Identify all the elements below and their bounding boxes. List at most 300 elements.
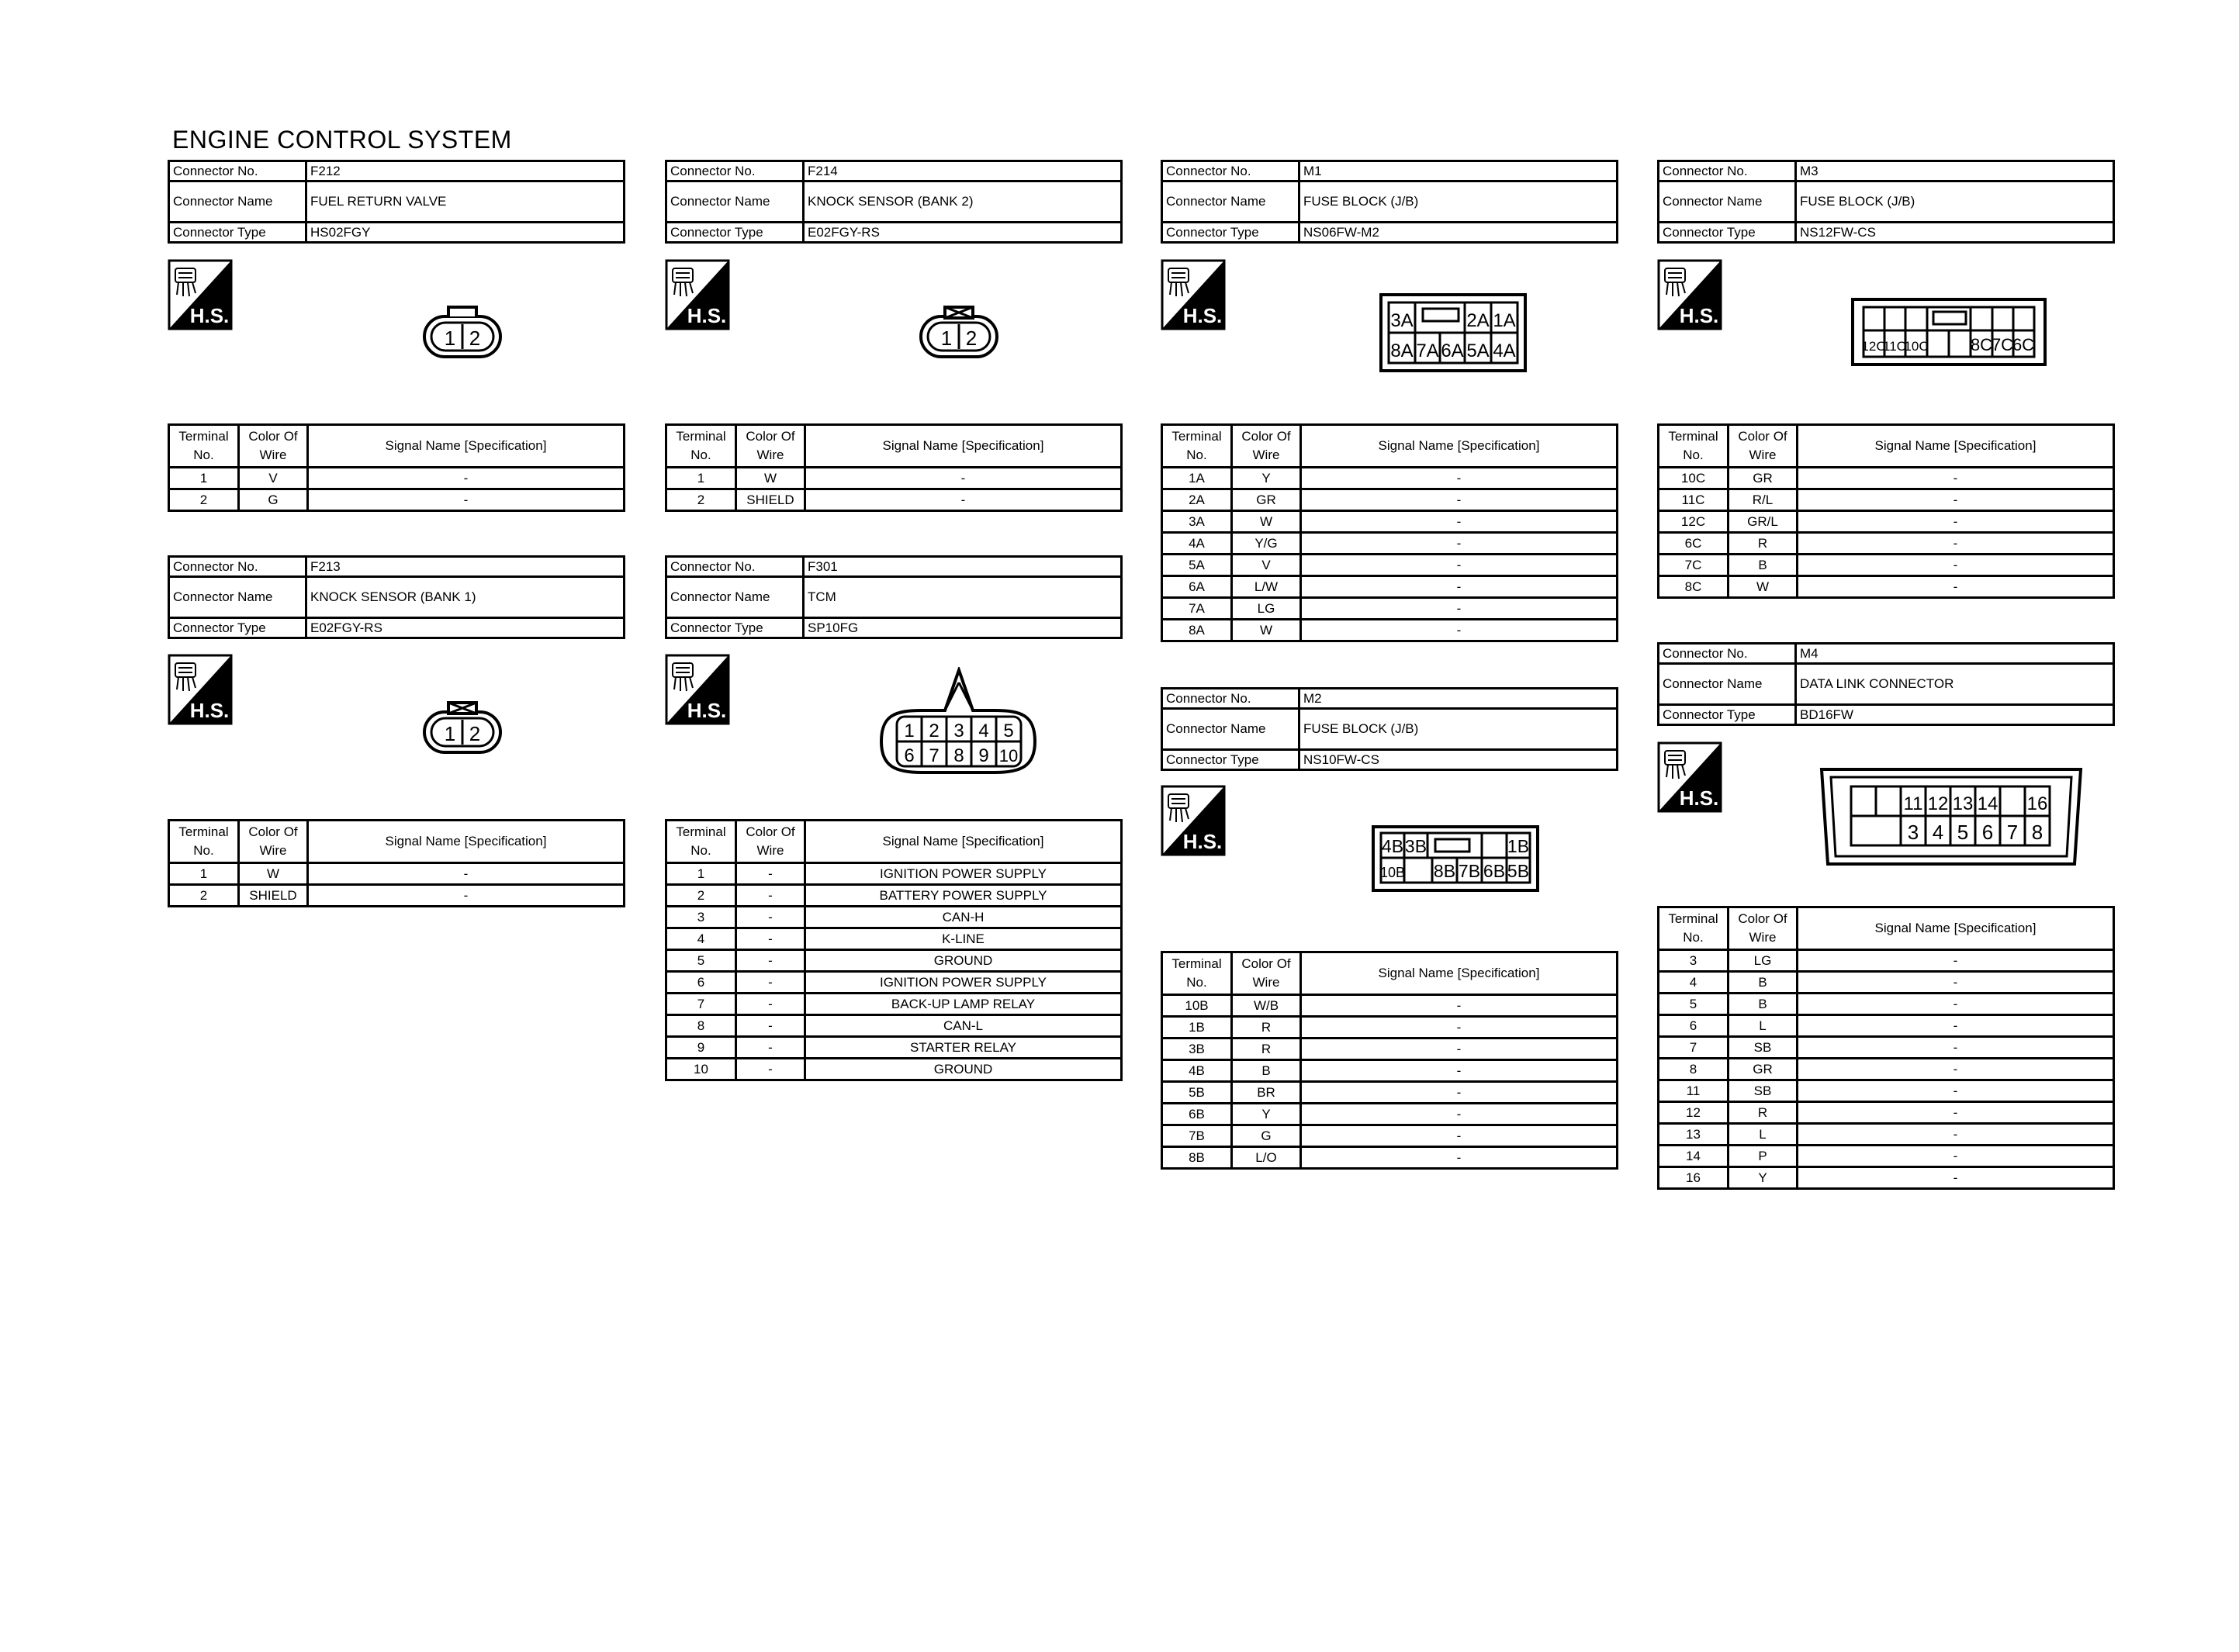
wire-color-cell: R/L: [1729, 489, 1798, 511]
header-text: No.: [1683, 930, 1704, 945]
wire-color-cell: W: [736, 468, 805, 489]
pin-label: 10: [998, 746, 1019, 766]
signal-name-cell: BACK-UP LAMP RELAY: [805, 994, 1122, 1015]
connector-no-value: M3: [1796, 161, 2114, 181]
terminal-table-m1: [1161, 423, 1618, 642]
signal-name-cell: -: [1798, 489, 2114, 511]
connector-type-value: NS12FW-CS: [1796, 223, 2114, 243]
table-row: [1659, 1124, 2114, 1146]
terminal-no-cell: 2A: [1162, 489, 1232, 511]
connector-name-row: [666, 577, 1122, 618]
terminal-no-cell: 4A: [1162, 533, 1232, 555]
header-text: Color Of: [248, 824, 298, 839]
header-text: Terminal: [178, 824, 229, 839]
connector-type-row: [1162, 223, 1618, 243]
table-row: [1162, 576, 1618, 598]
terminal-no-header: [169, 821, 239, 863]
harness-side-icon: [1657, 741, 1722, 813]
table-header: [666, 821, 1122, 863]
connector-face-f214: [919, 304, 999, 360]
connector-type-label: Connector Type: [1162, 750, 1299, 770]
connector-face-m1: [1378, 292, 1528, 374]
pin-label: 5A: [1466, 340, 1490, 361]
connector-type-row: [666, 618, 1122, 638]
connector-no-row: [1162, 689, 1618, 709]
signal-name-header: Signal Name [Specification]: [805, 821, 1122, 863]
pin-label: 1B: [1507, 836, 1530, 856]
header-text: No.: [690, 448, 711, 462]
header-text: Terminal: [676, 429, 726, 444]
connector-no-label: Connector No.: [1659, 161, 1796, 181]
pin-label: 12C: [1861, 339, 1886, 354]
wire-color-header: [1232, 952, 1301, 995]
header-text: No.: [193, 448, 214, 462]
wire-color-cell: LG: [1232, 598, 1301, 620]
wire-color-cell: -: [736, 1059, 805, 1080]
connector-no-label: Connector No.: [169, 161, 306, 181]
pin-label: 8B: [1433, 861, 1456, 881]
terminal-no-cell: 3A: [1162, 511, 1232, 533]
wire-color-cell: GR: [1729, 1059, 1798, 1080]
connector-no-value: F301: [804, 557, 1122, 577]
connector-name-label: Connector Name: [1162, 181, 1299, 223]
signal-name-header: Signal Name [Specification]: [1798, 425, 2114, 468]
terminal-table-f213: [168, 819, 625, 907]
wire-color-cell: W: [1232, 511, 1301, 533]
connector-name-label: Connector Name: [169, 181, 306, 223]
terminal-table-m3: [1657, 423, 2115, 599]
table-row: [1659, 972, 2114, 994]
terminal-no-cell: 5: [1659, 994, 1729, 1015]
terminal-no-cell: 16: [1659, 1167, 1729, 1189]
wire-color-cell: Y: [1729, 1167, 1798, 1189]
wire-color-cell: B: [1232, 1060, 1301, 1082]
table-row: [1659, 1102, 2114, 1124]
signal-name-header: Signal Name [Specification]: [308, 821, 625, 863]
terminal-no-cell: 1B: [1162, 1017, 1232, 1039]
wire-color-cell: L: [1729, 1124, 1798, 1146]
connector-name-row: [1162, 709, 1618, 750]
connector-name-label: Connector Name: [1659, 181, 1796, 223]
connector-name-value: FUSE BLOCK (J/B): [1299, 709, 1618, 750]
pin-label: 12: [1927, 793, 1949, 814]
signal-name-cell: -: [1301, 1060, 1618, 1082]
wire-color-cell: Y/G: [1232, 533, 1301, 555]
connector-face-f213: [422, 700, 503, 755]
wire-color-cell: LG: [1729, 950, 1798, 972]
wire-color-cell: R: [1729, 533, 1798, 555]
wire-color-cell: W/B: [1232, 995, 1301, 1017]
connector-name-row: [666, 181, 1122, 223]
header-text: Color Of: [1241, 429, 1291, 444]
signal-name-cell: -: [308, 489, 625, 511]
signal-name-cell: -: [805, 489, 1122, 511]
wire-color-cell: B: [1729, 555, 1798, 576]
header-text: Color Of: [1241, 956, 1291, 971]
signal-name-header: Signal Name [Specification]: [1301, 952, 1618, 995]
signal-name-cell: -: [1798, 1124, 2114, 1146]
wire-color-cell: SHIELD: [239, 885, 308, 907]
table-row: [666, 468, 1122, 489]
pin-label: 7: [929, 745, 940, 766]
wire-color-cell: V: [239, 468, 308, 489]
terminal-no-cell: 7: [666, 994, 736, 1015]
terminal-no-cell: 2: [666, 489, 736, 511]
terminal-no-cell: 5B: [1162, 1082, 1232, 1104]
table-row: [666, 994, 1122, 1015]
wire-color-cell: G: [239, 489, 308, 511]
table-header: [169, 425, 625, 468]
connector-info-m3: [1657, 160, 2115, 244]
header-text: Color Of: [746, 824, 795, 839]
header-text: No.: [1683, 448, 1704, 462]
connector-type-label: Connector Type: [169, 223, 306, 243]
table-row: [666, 1015, 1122, 1037]
connector-name-value: TCM: [804, 577, 1122, 618]
connector-face-m4: [1815, 766, 2087, 867]
wire-color-cell: R: [1232, 1039, 1301, 1060]
table-row: [1162, 555, 1618, 576]
connector-type-row: [1659, 223, 2114, 243]
connector-no-label: Connector No.: [666, 557, 804, 577]
connector-face-f212: [422, 304, 503, 360]
wire-color-cell: L/W: [1232, 576, 1301, 598]
pin-label: 8C: [1970, 335, 1993, 354]
terminal-no-cell: 10C: [1659, 468, 1729, 489]
connector-no-row: [169, 161, 625, 181]
terminal-no-cell: 11C: [1659, 489, 1729, 511]
signal-name-cell: -: [1798, 950, 2114, 972]
signal-name-header: Signal Name [Specification]: [805, 425, 1122, 468]
wire-color-header: [1232, 425, 1301, 468]
signal-name-cell: -: [1798, 972, 2114, 994]
signal-name-cell: -: [1798, 576, 2114, 598]
connector-info-f212: [168, 160, 625, 244]
header-text: No.: [1186, 448, 1207, 462]
pin-label: 6A: [1441, 340, 1464, 361]
wire-color-cell: W: [239, 863, 308, 885]
header-text: Color Of: [746, 429, 795, 444]
signal-name-cell: -: [1301, 1017, 1618, 1039]
connector-type-value: E02FGY-RS: [804, 223, 1122, 243]
terminal-no-cell: 13: [1659, 1124, 1729, 1146]
connector-info-m2: [1161, 687, 1618, 771]
terminal-no-cell: 12: [1659, 1102, 1729, 1124]
terminal-no-cell: 7C: [1659, 555, 1729, 576]
pin-label: 6: [904, 745, 915, 766]
connector-info-f301: [665, 555, 1123, 639]
connector-name-label: Connector Name: [1659, 664, 1796, 705]
hs-label: H.S.: [1182, 830, 1223, 853]
table-row: [1659, 950, 2114, 972]
pin-label: 7A: [1416, 340, 1439, 361]
table-row: [1659, 1059, 2114, 1080]
header-text: No.: [1186, 975, 1207, 990]
wire-color-cell: -: [736, 863, 805, 885]
table-header: [1162, 952, 1618, 995]
header-text: Wire: [756, 843, 784, 858]
pin-label: 3B: [1404, 836, 1427, 856]
signal-name-cell: CAN-L: [805, 1015, 1122, 1037]
terminal-table-f212: [168, 423, 625, 512]
connector-type-value: NS06FW-M2: [1299, 223, 1618, 243]
connector-type-label: Connector Type: [1162, 223, 1299, 243]
pin-label: 10C: [1904, 339, 1929, 354]
wire-color-header: [239, 821, 308, 863]
wire-color-cell: W: [1729, 576, 1798, 598]
table-row: [1659, 489, 2114, 511]
table-row: [666, 489, 1122, 511]
table-row: [1659, 533, 2114, 555]
header-text: Color Of: [1738, 911, 1787, 926]
pin-label: 3: [953, 721, 964, 741]
table-header: [1659, 907, 2114, 950]
pin-label: 5B: [1507, 861, 1530, 881]
hs-label: H.S.: [1182, 304, 1223, 327]
hs-label: H.S.: [189, 304, 230, 327]
connector-face-m2: [1370, 824, 1541, 893]
table-header: [1162, 425, 1618, 468]
page-title: ENGINE CONTROL SYSTEM: [172, 126, 512, 154]
terminal-no-cell: 7A: [1162, 598, 1232, 620]
signal-name-cell: -: [1798, 511, 2114, 533]
connector-no-row: [666, 161, 1122, 181]
connector-type-row: [1659, 705, 2114, 725]
signal-name-cell: -: [1798, 994, 2114, 1015]
terminal-no-cell: 8A: [1162, 620, 1232, 641]
harness-side-icon: [1161, 785, 1226, 856]
connector-type-row: [169, 618, 625, 638]
pin-label: 4A: [1493, 340, 1516, 361]
connector-name-value: KNOCK SENSOR (BANK 1): [306, 577, 625, 618]
signal-name-header: Signal Name [Specification]: [1798, 907, 2114, 950]
pin-label: 5: [1957, 821, 1969, 844]
terminal-no-header: [666, 425, 736, 468]
pin-label: 6: [1981, 821, 1994, 844]
signal-name-cell: -: [1301, 511, 1618, 533]
table-header: [169, 821, 625, 863]
connector-info-f213: [168, 555, 625, 639]
terminal-table-m2: [1161, 951, 1618, 1170]
terminal-no-header: [169, 425, 239, 468]
connector-face-f301: [878, 667, 1038, 776]
harness-side-icon: [168, 654, 233, 725]
terminal-no-cell: 5A: [1162, 555, 1232, 576]
terminal-no-cell: 1: [666, 468, 736, 489]
terminal-no-header: [1162, 425, 1232, 468]
terminal-no-cell: 4: [1659, 972, 1729, 994]
pin-label: 5: [1003, 721, 1014, 741]
wire-color-cell: GR: [1232, 489, 1301, 511]
table-row: [169, 489, 625, 511]
terminal-table-f301: [665, 819, 1123, 1081]
table-row: [1659, 511, 2114, 533]
wire-color-cell: -: [736, 1037, 805, 1059]
wire-color-header: [1729, 907, 1798, 950]
table-row: [666, 1037, 1122, 1059]
pin-label: 6B: [1483, 861, 1506, 881]
table-row: [1659, 576, 2114, 598]
terminal-no-cell: 5: [666, 950, 736, 972]
pin-label: 1: [444, 722, 456, 745]
signal-name-cell: -: [1798, 468, 2114, 489]
signal-name-cell: -: [308, 863, 625, 885]
header-text: Color Of: [1738, 429, 1787, 444]
connector-no-value: F212: [306, 161, 625, 181]
terminal-no-cell: 8B: [1162, 1147, 1232, 1169]
signal-name-cell: -: [308, 885, 625, 907]
wire-color-header: [1729, 425, 1798, 468]
connector-name-value: KNOCK SENSOR (BANK 2): [804, 181, 1122, 223]
terminal-no-cell: 6C: [1659, 533, 1729, 555]
pin-label: 11: [1903, 793, 1923, 814]
hs-label: H.S.: [687, 699, 727, 722]
header-text: No.: [193, 843, 214, 858]
signal-name-cell: -: [1301, 1039, 1618, 1060]
terminal-no-cell: 9: [666, 1037, 736, 1059]
terminal-no-cell: 8C: [1659, 576, 1729, 598]
connector-no-label: Connector No.: [1162, 689, 1299, 709]
signal-name-cell: -: [1798, 1015, 2114, 1037]
header-text: Terminal: [676, 824, 726, 839]
signal-name-cell: -: [1301, 468, 1618, 489]
signal-name-cell: -: [1301, 576, 1618, 598]
terminal-no-cell: 10B: [1162, 995, 1232, 1017]
table-row: [1162, 995, 1618, 1017]
terminal-no-cell: 1: [169, 863, 239, 885]
terminal-no-cell: 10: [666, 1059, 736, 1080]
connector-type-row: [666, 223, 1122, 243]
terminal-no-cell: 11: [1659, 1080, 1729, 1102]
terminal-no-cell: 6: [666, 972, 736, 994]
wire-color-cell: V: [1232, 555, 1301, 576]
connector-name-label: Connector Name: [1162, 709, 1299, 750]
connector-no-value: M2: [1299, 689, 1618, 709]
header-text: Wire: [1749, 930, 1777, 945]
header-text: Wire: [1252, 448, 1280, 462]
table-row: [1659, 1037, 2114, 1059]
connector-info-m1: [1161, 160, 1618, 244]
pin-label: 1: [444, 327, 456, 350]
wire-color-cell: B: [1729, 994, 1798, 1015]
signal-name-cell: -: [1798, 1146, 2114, 1167]
header-text: Color Of: [248, 429, 298, 444]
table-row: [1659, 1015, 2114, 1037]
signal-name-cell: BATTERY POWER SUPPLY: [805, 885, 1122, 907]
connector-name-value: FUEL RETURN VALVE: [306, 181, 625, 223]
wire-color-cell: GR/L: [1729, 511, 1798, 533]
connector-no-value: M1: [1299, 161, 1618, 181]
terminal-no-cell: 7B: [1162, 1125, 1232, 1147]
connector-info-m4: [1657, 642, 2115, 726]
pin-label: 8A: [1390, 340, 1414, 361]
connector-face-m3: [1850, 296, 2048, 368]
table-row: [1162, 489, 1618, 511]
header-text: Wire: [259, 843, 287, 858]
connector-name-row: [1659, 181, 2114, 223]
wire-color-cell: W: [1232, 620, 1301, 641]
signal-name-cell: -: [1798, 1167, 2114, 1189]
header-text: Wire: [259, 448, 287, 462]
harness-side-icon: [168, 259, 233, 330]
signal-name-cell: -: [1798, 1102, 2114, 1124]
signal-name-cell: -: [308, 468, 625, 489]
signal-name-cell: -: [1301, 1104, 1618, 1125]
pin-label: 6C: [2012, 335, 2035, 354]
connector-type-value: BD16FW: [1796, 705, 2114, 725]
table-row: [1162, 1060, 1618, 1082]
connector-no-value: F213: [306, 557, 625, 577]
signal-name-cell: -: [1301, 1125, 1618, 1147]
header-text: Terminal: [1668, 429, 1718, 444]
connector-type-label: Connector Type: [666, 618, 804, 638]
harness-side-icon: [1657, 259, 1722, 330]
pin-label: 3: [1907, 821, 1919, 844]
signal-name-cell: -: [1301, 1147, 1618, 1169]
terminal-no-header: [1659, 907, 1729, 950]
pin-label: 10B: [1379, 865, 1406, 880]
table-row: [1162, 1017, 1618, 1039]
table-row: [666, 928, 1122, 950]
harness-side-icon: [665, 259, 730, 330]
signal-name-cell: IGNITION POWER SUPPLY: [805, 863, 1122, 885]
table-row: [1659, 468, 2114, 489]
terminal-no-cell: 2: [666, 885, 736, 907]
table-row: [1162, 511, 1618, 533]
table-row: [1162, 598, 1618, 620]
wire-color-cell: Y: [1232, 468, 1301, 489]
table-row: [1659, 1146, 2114, 1167]
terminal-no-cell: 1A: [1162, 468, 1232, 489]
signal-name-cell: CAN-H: [805, 907, 1122, 928]
pin-label: 14: [1977, 793, 1998, 814]
signal-name-cell: -: [1301, 598, 1618, 620]
signal-name-cell: -: [1798, 1059, 2114, 1080]
table-row: [1162, 1082, 1618, 1104]
table-row: [169, 468, 625, 489]
connector-name-label: Connector Name: [169, 577, 306, 618]
signal-name-cell: -: [1798, 533, 2114, 555]
terminal-no-cell: 4: [666, 928, 736, 950]
table-row: [1659, 555, 2114, 576]
table-row: [1659, 1080, 2114, 1102]
signal-name-cell: -: [1301, 489, 1618, 511]
terminal-no-cell: 2: [169, 489, 239, 511]
connector-no-label: Connector No.: [169, 557, 306, 577]
header-text: Terminal: [1668, 911, 1718, 926]
terminal-no-cell: 6B: [1162, 1104, 1232, 1125]
wire-color-header: [736, 425, 805, 468]
wire-color-cell: L/O: [1232, 1147, 1301, 1169]
connector-type-label: Connector Type: [1659, 705, 1796, 725]
connector-name-row: [169, 181, 625, 223]
wire-color-cell: SB: [1729, 1080, 1798, 1102]
pin-label: 1: [940, 327, 953, 350]
connector-no-value: F214: [804, 161, 1122, 181]
pin-label: 2: [929, 721, 940, 741]
terminal-no-cell: 12C: [1659, 511, 1729, 533]
wire-color-cell: -: [736, 1015, 805, 1037]
connector-name-value: FUSE BLOCK (J/B): [1299, 181, 1618, 223]
signal-name-cell: -: [1798, 1080, 2114, 1102]
pin-label: 2A: [1466, 310, 1490, 331]
connector-name-label: Connector Name: [666, 181, 804, 223]
connector-type-label: Connector Type: [169, 618, 306, 638]
table-row: [666, 972, 1122, 994]
terminal-no-cell: 4B: [1162, 1060, 1232, 1082]
pin-label: 4: [978, 721, 989, 741]
signal-name-cell: STARTER RELAY: [805, 1037, 1122, 1059]
